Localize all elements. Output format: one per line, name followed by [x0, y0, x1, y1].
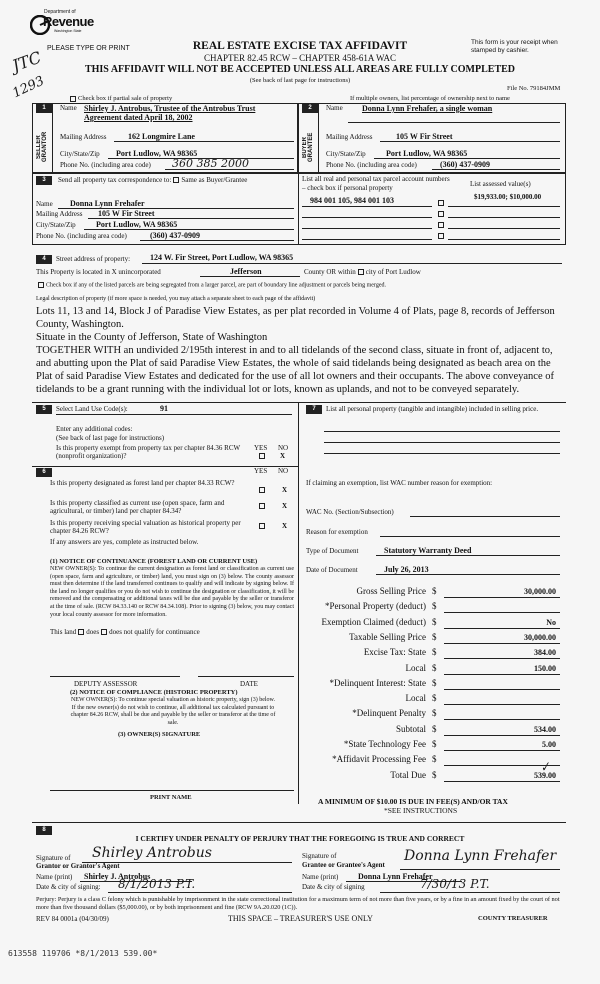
reason-label: Reason for exemption	[306, 528, 368, 536]
parcel-checkbox-2[interactable]	[438, 211, 444, 217]
fee-line	[444, 750, 560, 751]
doc-date[interactable]: July 26, 2013	[384, 565, 429, 574]
parcel-checkbox-1[interactable]	[438, 200, 444, 206]
dollar-sign: $	[432, 739, 437, 749]
dept-name: Revenue	[43, 14, 94, 29]
fee-value[interactable]: 5.00	[542, 740, 556, 749]
form-warning: THIS AFFIDAVIT WILL NOT BE ACCEPTED UNLESS ALL AREAS ARE FULLY COMPLETED	[84, 64, 516, 75]
s3-mailing[interactable]: 105 W Fir Street	[98, 209, 155, 218]
historic-question: Is this property receiving special valuation as historical property per chapter 84.26 RCW?	[50, 519, 241, 535]
fee-label: *Personal Property (deduct)	[325, 601, 426, 611]
cashier-stamp: 613558 119706 *8/1/2013 539.00*	[8, 949, 158, 958]
county-treasurer: COUNTY TREASURER	[478, 915, 548, 922]
fee-line	[444, 674, 560, 675]
notice-continuance-text: NEW OWNER(S): To continue the current designation as forest land or classification as current use (open space, farm and agriculture, or timber) land, you must sign on (3) below. The county assessor must then determine if the land transferred continues to qualify and will indicate by signing below. If the land no longer qualifies or you do not wish to continue the designation or classification, it will be removed and the compensating or additional taxes will be due and payable by the seller or transferor at the time of sale. (RCW 84.33.140 or RCW 84.34.108). Prior to signing (3) below, you may contact your local county assessor for more information.	[50, 566, 294, 618]
street-label: Street address of property:	[56, 255, 131, 263]
please-type: PLEASE TYPE OR PRINT	[47, 45, 130, 52]
grantor-name-2[interactable]: Agreement dated April 18, 2002	[84, 113, 193, 122]
legal-label: Legal description of property (if more space is needed, you may attach a separate sheet to each page of the affidavit)	[36, 296, 316, 302]
deputy-assessor-label: DEPUTY ASSESSOR	[74, 680, 138, 688]
grantee-name[interactable]: Donna Lynn Frehafer, a single woman	[362, 104, 493, 113]
s6-no: NO	[278, 467, 289, 475]
s5-no: NO	[278, 444, 289, 452]
fee-line	[444, 628, 560, 629]
fee-value[interactable]: 539.00	[534, 771, 556, 780]
receipt-note: This form is your receipt when stamped by cashier.	[471, 39, 558, 54]
s3-name[interactable]: Donna Lynn Frehafer	[70, 199, 145, 208]
grantee-print-name[interactable]: Donna Lynn Frehafer	[358, 872, 433, 881]
fee-label: Taxable Selling Price	[349, 632, 426, 642]
fee-label: Local	[405, 663, 426, 673]
fee-value[interactable]: 534.00	[534, 725, 556, 734]
fee-label: *State Technology Fee	[343, 739, 426, 749]
s3-phone-label: Phone No. (including area code)	[36, 232, 127, 240]
additional-codes-label: Enter any additional codes:	[56, 425, 133, 433]
partial-sale-checkbox[interactable]	[70, 96, 76, 102]
legal-line-1: Lots 11, 13 and 14, Block J of Paradise View Estates, as per plat recorded in Volume 4 of Plats, page 8, records of Jefferson County, Washington.	[36, 306, 555, 330]
segregated-label: Check box if any of the listed parcels are being segregated from a larger parcel, are part of boundary line adjustment or parcels being merged.	[46, 282, 386, 289]
badge-3: 3	[36, 176, 52, 185]
owner-signature-label: (3) OWNER(S) SIGNATURE	[118, 731, 201, 738]
segregated-checkbox[interactable]	[38, 282, 44, 288]
same-as-buyer-label: Same as Buyer/Grantee	[181, 176, 248, 184]
minimum-due: A MINIMUM OF $10.00 IS DUE IN FEE(S) AND/OR TAX	[318, 797, 508, 806]
perjury-text: Perjury: Perjury is a class C felony which is punishable by imprisonment in the state correctional institution for a maximum term of not more than five years, or by a fine in an amount fixed by the court of not more than five thousand dollars ($5,000.00), or by both imprisonment and fine (RCW 9A.20.020 (1C)).	[36, 896, 560, 911]
badge-6: 6	[36, 468, 52, 477]
city-of-label: city of Port Ludlow	[365, 268, 421, 276]
dollar-sign: $	[432, 754, 437, 764]
badge-8: 8	[36, 826, 52, 835]
badge-7: 7	[306, 405, 322, 414]
fee-line	[444, 704, 560, 705]
s3-city[interactable]: Port Ludlow, WA 98365	[96, 220, 178, 229]
grantee-phone[interactable]: (360) 437-0909	[440, 160, 490, 169]
badge-1: 1	[36, 104, 52, 113]
send-correspondence	[58, 176, 247, 184]
grantor-phone[interactable]: 360 385 2000	[172, 157, 249, 170]
located-label: This Property is located in X unincorporated	[36, 268, 161, 276]
fee-label: *Delinquent Penalty	[352, 708, 426, 718]
wac-label: WAC No. (Section/Subsection)	[306, 508, 394, 516]
fee-line	[444, 597, 560, 598]
print-name-label: PRINT NAME	[150, 794, 192, 801]
fee-line	[444, 781, 560, 782]
grantee-name-print-label: Name (print)	[302, 873, 339, 881]
fee-value[interactable]: 150.00	[534, 664, 556, 673]
current-use-question: Is this property classified as current use (open space, farm and agricultural, or timber) land per chapter 84.34?	[50, 499, 225, 515]
grantor-print-name[interactable]: Shirley J. Antrobus	[84, 872, 151, 881]
fee-line	[444, 735, 560, 736]
dollar-sign: $	[432, 663, 437, 673]
exempt-question: Is this property exempt from property tax per chapter 84.36 RCW (nonprofit organization)?	[56, 444, 240, 460]
grantor-mailing[interactable]: 162 Longmire Lane	[128, 132, 195, 141]
grantor-sig-of: Signature of	[36, 854, 71, 862]
grantor-city[interactable]: Port Ludlow, WA 98365	[116, 149, 198, 158]
partial-sale-check[interactable]	[68, 95, 172, 102]
parcel-checkbox-3[interactable]	[438, 222, 444, 228]
grantee-agent-label: Grantee or Grantee's Agent	[302, 861, 385, 869]
date-label: DATE	[240, 680, 258, 688]
dollar-sign: $	[432, 708, 437, 718]
fee-label: *Affidavit Processing Fee	[332, 754, 426, 764]
grantee-date-city-label: Date & city of signing	[302, 883, 365, 891]
s3-mailing-label: Mailing Address	[36, 210, 83, 218]
legal-line-3: TOGETHER WITH an undivided 2/195th interest in and to all tidelands of the second class, situate in front of, adjacent to, and abutting upon the Plat of said Paradise View Estates, the whole of said tidelands being designated as beach area on the Plat of said Paradise View Estates and dedicated for the use of all lot owners and their occupants. The above conveyance of tidelands to be a grant running with the individual lot or lots, known as uplands, and not to be conveyed separately.	[36, 345, 554, 395]
legal-description	[36, 305, 566, 396]
notice-compliance-title: (2) NOTICE OF COMPLIANCE (HISTORIC PROPERTY)	[70, 689, 238, 696]
fee-label: Subtotal	[395, 724, 426, 734]
fee-line	[444, 612, 560, 613]
does-label: does	[86, 628, 100, 636]
grantee-city-label: City/State/Zip	[326, 150, 366, 158]
margin-note-2: 1293	[10, 73, 47, 102]
assessed-label: List assessed value(s)	[470, 180, 531, 188]
dollar-sign: $	[432, 617, 437, 627]
grantee-date-city[interactable]: 7/30/13 P.T.	[420, 877, 490, 891]
fee-label: Gross Selling Price	[356, 586, 426, 596]
grantee-sig-of: Signature of	[302, 852, 337, 860]
current-use-yes-checkbox[interactable]	[259, 503, 265, 509]
does-not-checkbox[interactable]	[101, 629, 107, 635]
grantor-mailing-label: Mailing Address	[60, 133, 107, 141]
grantor-date-city[interactable]: 8/1/2013 P.T.	[118, 877, 196, 891]
see-back-note: (See back of last page for instructions)	[249, 77, 351, 84]
dollar-sign: $	[432, 586, 437, 596]
fee-line	[444, 689, 560, 690]
s3-name-label: Name	[36, 200, 53, 208]
exemption-label: If claiming an exemption, list WAC number reason for exemption:	[306, 479, 493, 487]
form-title: REAL ESTATE EXCISE TAX AFFIDAVIT	[192, 40, 408, 52]
notice-compliance-text: NEW OWNER(S): To continue special valuation as historic property, sign (3) below. If the new owner(s) do not wish to continue, all additional tax calculated pursuant to chapter 84.26 RCW, shall be due and payable by the seller or transferor at the time of sale.	[70, 697, 276, 726]
badge-2: 2	[302, 104, 318, 113]
fee-value[interactable]: 30,000.00	[524, 587, 556, 596]
grantor-phone-label: Phone No. (including area code)	[60, 161, 151, 169]
grantee-city[interactable]: Port Ludlow, WA 98365	[386, 149, 468, 158]
seller-grantor-label: SELLER GRANTOR	[36, 131, 48, 163]
grantor-name-1[interactable]: Shirley J. Antrobus, Trustee of the Antrobus Trust	[84, 104, 256, 113]
grantee-mailing-label: Mailing Address	[326, 133, 373, 141]
dollar-sign: $	[432, 632, 437, 642]
doc-type-label: Type of Document	[306, 547, 359, 555]
s3-phone[interactable]: (360) 437-0909	[150, 231, 200, 240]
personal-property-label: List all personal property (tangible and intangible) included in selling price.	[326, 405, 539, 413]
grantee-mailing[interactable]: 105 W Fir Street	[396, 132, 453, 141]
fee-value[interactable]: No	[546, 618, 556, 627]
same-as-buyer-checkbox[interactable]	[173, 177, 179, 183]
fee-label: Excise Tax: State	[363, 647, 426, 657]
current-use-no-x[interactable]: X	[282, 502, 288, 510]
see-instructions: *SEE INSTRUCTIONS	[384, 806, 458, 815]
county-or-within	[304, 268, 421, 276]
legal-line-2: Situate in the County of Jefferson, State of Washington	[36, 332, 268, 343]
parcel-accounts[interactable]: 984 001 105, 984 001 103	[310, 196, 394, 205]
forest-yes-checkbox[interactable]	[259, 487, 265, 493]
fee-line	[444, 719, 560, 720]
multiple-owners-note: If multiple owners, list percentage of ownership next to name	[350, 95, 510, 102]
grantor-signature[interactable]: Shirley Antrobus	[92, 845, 212, 861]
dollar-sign: $	[432, 724, 437, 734]
dollar-sign: $	[432, 601, 437, 611]
revenue-logo	[30, 9, 92, 41]
fee-line	[444, 643, 560, 644]
dollar-sign: $	[432, 693, 437, 703]
county-or-label: County OR within	[304, 268, 356, 276]
grantee-signature[interactable]: Donna Lynn Frehafer	[404, 848, 557, 864]
check-mark-icon: ✓	[538, 758, 552, 776]
margin-note-1: JTC	[9, 47, 44, 76]
grantee-phone-label: Phone No. (including area code)	[326, 161, 417, 169]
dollar-sign: $	[432, 770, 437, 780]
exempt-no-x[interactable]: X	[280, 452, 286, 460]
grantor-name-label: Name	[60, 104, 77, 112]
treasurer-space: THIS SPACE – TREASURER'S USE ONLY	[228, 914, 373, 923]
dollar-sign: $	[432, 678, 437, 688]
this-land-row	[50, 628, 200, 636]
dollar-sign: $	[432, 647, 437, 657]
notice-continuance-title: (1) NOTICE OF CONTINUANCE (FOREST LAND OR CURRENT USE)	[50, 558, 258, 565]
doc-date-label: Date of Document	[306, 566, 358, 574]
dept-top: Department of	[44, 9, 76, 15]
does-not-label: does not qualify for continuance	[109, 628, 200, 636]
grantor-city-label: City/State/Zip	[60, 150, 100, 158]
if-yes-note: If any answers are yes, complete as instructed below.	[50, 538, 199, 546]
assessed-values[interactable]: $19,933.00; $10,000.00	[474, 193, 542, 201]
dept-sub: Washington State	[54, 29, 82, 33]
badge-4: 4	[36, 255, 52, 264]
send-correspondence-label: Send all property tax correspondence to:	[58, 176, 172, 184]
fee-label: Local	[405, 693, 426, 703]
grantee-name-label: Name	[326, 104, 343, 112]
grantor-name-print-label: Name (print)	[36, 873, 73, 881]
historic-no-x[interactable]: X	[282, 522, 288, 530]
buyer-grantee-label: BUYER GRANTEE	[302, 132, 314, 162]
fee-line	[444, 658, 560, 659]
fee-value[interactable]: 384.00	[534, 648, 556, 657]
land-use-code[interactable]: 91	[160, 404, 168, 413]
s5-yes: YES	[254, 444, 268, 452]
land-use-label: Select Land Use Code(s):	[56, 405, 128, 413]
parcel-checkbox-4[interactable]	[438, 233, 444, 239]
grantor-agent-label: Grantor or Grantor's Agent	[36, 862, 120, 870]
badge-5: 5	[36, 405, 52, 414]
fee-label: *Delinquent Interest: State	[329, 678, 426, 688]
grantor-date-city-label: Date & city of signing:	[36, 883, 101, 891]
acct-label: List all real and personal tax parcel account numbers – check box if personal property	[302, 175, 450, 192]
within-city-checkbox[interactable]	[358, 269, 364, 275]
fee-label: Exemption Claimed (deduct)	[321, 617, 426, 627]
revision: REV 84 0001a (04/30/09)	[36, 915, 109, 923]
fee-value[interactable]: 30,000.00	[524, 633, 556, 642]
county[interactable]: Jefferson	[230, 267, 262, 276]
certify-statement: I CERTIFY UNDER PENALTY OF PERJURY THAT THE FOREGOING IS TRUE AND CORRECT	[135, 834, 465, 843]
file-no: File No. 79184JMM	[507, 85, 561, 92]
exempt-yes-checkbox[interactable]	[259, 453, 265, 459]
partial-sale-label: Check box if partial sale of property	[78, 95, 173, 102]
this-land-label: This land	[50, 628, 77, 636]
does-checkbox[interactable]	[78, 629, 84, 635]
s5-see-back: (See back of last page for instructions)	[56, 434, 165, 442]
doc-type[interactable]: Statutory Warranty Deed	[384, 546, 472, 555]
s6-yes: YES	[254, 467, 268, 475]
segregated-row	[36, 282, 386, 288]
form-chapter: CHAPTER 82.45 RCW – CHAPTER 458-61A WAC	[204, 53, 396, 63]
forest-no-x[interactable]: X	[282, 486, 288, 494]
fee-label: Total Due	[390, 770, 426, 780]
s3-city-label: City/State/Zip	[36, 221, 76, 229]
street-address[interactable]: 124 W. Fir Street, Port Ludlow, WA 98365	[150, 253, 294, 262]
historic-yes-checkbox[interactable]	[259, 523, 265, 529]
forest-question: Is this property designated as forest land per chapter 84.33 RCW?	[50, 479, 235, 487]
